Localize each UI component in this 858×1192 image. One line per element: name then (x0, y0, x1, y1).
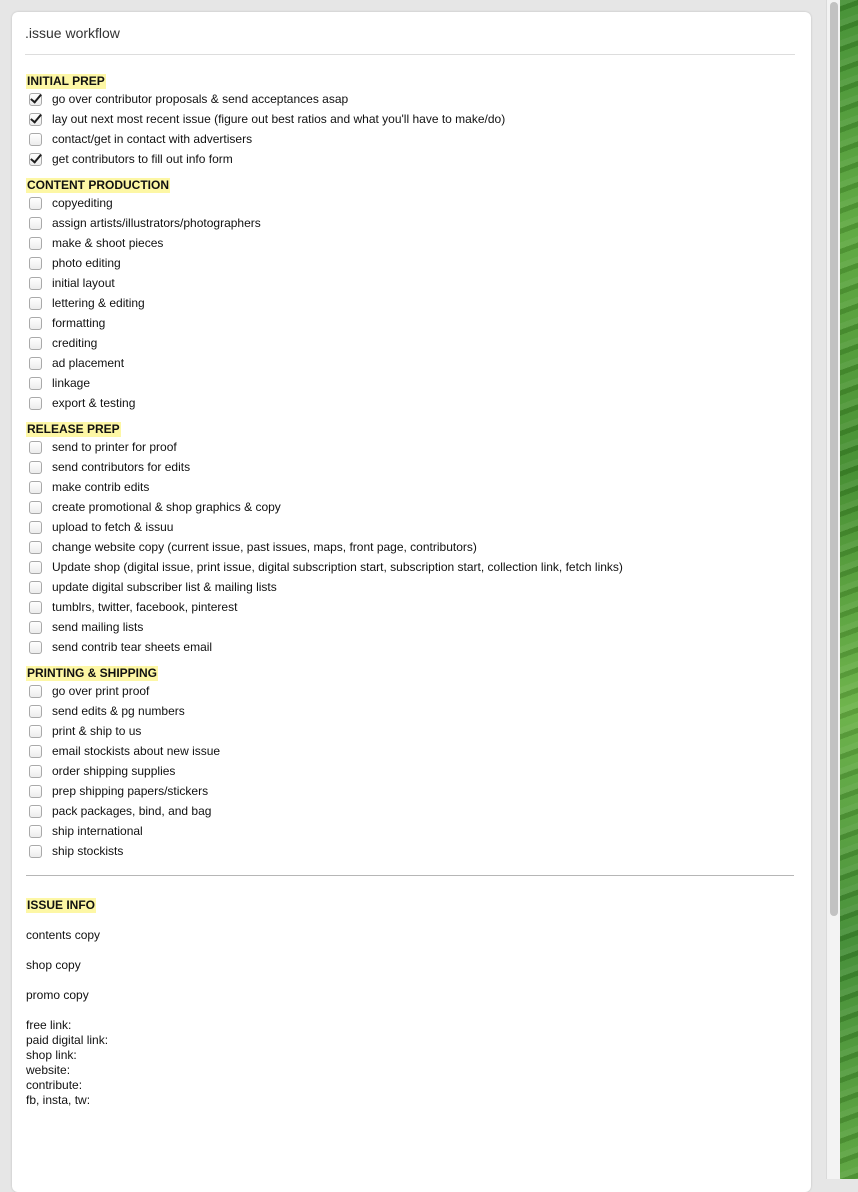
scrollbar[interactable] (826, 0, 840, 1179)
checklist-item (26, 353, 796, 373)
checklist-item (26, 253, 796, 273)
checklist-item-label: go over print proof (52, 684, 150, 698)
checkbox-unchecked[interactable] (29, 501, 42, 514)
checklist-item-label: create promotional & shop graphics & copy (52, 500, 281, 514)
checklist-item-label: email stockists about new issue (52, 744, 221, 758)
checklist-item (26, 393, 796, 413)
checkbox-unchecked[interactable] (29, 705, 42, 718)
checklist-section (26, 74, 796, 169)
checklist-sections (26, 74, 796, 861)
checklist-item-label: send to printer for proof (52, 440, 177, 454)
checklist-item (26, 577, 796, 597)
checklist-item-label: initial layout (52, 276, 115, 290)
checkbox-unchecked[interactable] (29, 397, 42, 410)
checklist-item-label: make contrib edits (52, 480, 150, 494)
checklist-item-label: prep shipping papers/stickers (52, 784, 209, 798)
checkbox-unchecked[interactable] (29, 725, 42, 738)
checklist-item-label: change website copy (current issue, past issues, maps, front page, contributors) (52, 540, 477, 554)
checklist-item-label: ship stockists (52, 844, 124, 858)
section-heading: INITIAL PREP (27, 74, 105, 88)
checklist-item (26, 721, 796, 741)
checklist-item (26, 333, 796, 353)
checklist-item-label: lettering & editing (52, 296, 145, 310)
checklist-item (26, 497, 796, 517)
link-line: contribute: (26, 1078, 83, 1092)
note-body[interactable] (26, 74, 796, 1108)
checklist-item (26, 313, 796, 333)
checklist-item-label: tumblrs, twitter, facebook, pinterest (52, 600, 238, 614)
checklist-section (26, 178, 796, 413)
checklist-item (26, 89, 796, 109)
checkbox-unchecked[interactable] (29, 257, 42, 270)
checkbox-unchecked[interactable] (29, 825, 42, 838)
checklist-item-label: send contributors for edits (52, 460, 191, 474)
checkbox-unchecked[interactable] (29, 765, 42, 778)
checkbox-unchecked[interactable] (29, 845, 42, 858)
section-heading: RELEASE PREP (27, 422, 120, 436)
checklist-item (26, 841, 796, 861)
checklist-item-label: get contributors to fill out info form (52, 152, 233, 166)
checklist-item (26, 701, 796, 721)
checklist-item (26, 801, 796, 821)
checkbox-unchecked[interactable] (29, 621, 42, 634)
link-list (26, 1018, 796, 1108)
background-photo (840, 0, 858, 1179)
checklist-item (26, 637, 796, 657)
checkbox-unchecked[interactable] (29, 357, 42, 370)
section-heading: PRINTING & SHIPPING (27, 666, 158, 680)
checklist-section (26, 666, 796, 861)
checklist-item (26, 109, 796, 129)
checklist-item (26, 761, 796, 781)
checklist-section (26, 422, 796, 657)
contents-copy-text: contents copy (26, 928, 101, 942)
checkbox-unchecked[interactable] (29, 641, 42, 654)
checklist-item-label: Update shop (digital issue, print issue, digital subscription start, subscription start, collection link, fetch links) (52, 560, 623, 574)
note-title[interactable]: .issue workflow (25, 25, 120, 41)
checkbox-unchecked[interactable] (29, 337, 42, 350)
checkbox-unchecked[interactable] (29, 785, 42, 798)
checkbox-unchecked[interactable] (29, 277, 42, 290)
horizontal-rule (26, 875, 794, 876)
shop-copy-text: shop copy (26, 958, 81, 972)
checkbox-unchecked[interactable] (29, 601, 42, 614)
checklist-item (26, 477, 796, 497)
checklist-item-label: make & shoot pieces (52, 236, 164, 250)
checklist-item-label: crediting (52, 336, 98, 350)
checklist-item-label: photo editing (52, 256, 121, 270)
issue-info (26, 898, 796, 1108)
checklist-item-label: order shipping supplies (52, 764, 176, 778)
checkbox-checked[interactable] (29, 93, 42, 106)
checklist-item (26, 273, 796, 293)
checkbox-unchecked[interactable] (29, 197, 42, 210)
checklist-item (26, 373, 796, 393)
checkbox-unchecked[interactable] (29, 441, 42, 454)
checklist-item-label: contact/get in contact with advertisers (52, 132, 253, 146)
checklist-item-label: go over contributor proposals & send acceptances asap (52, 92, 349, 106)
checkbox-unchecked[interactable] (29, 805, 42, 818)
checklist-item (26, 213, 796, 233)
checkbox-unchecked[interactable] (29, 581, 42, 594)
checklist-item (26, 557, 796, 577)
checklist-item-label: ship international (52, 824, 143, 838)
checkbox-checked[interactable] (29, 153, 42, 166)
checklist-item (26, 129, 796, 149)
checklist-item-label: assign artists/illustrators/photographers (52, 216, 261, 230)
checkbox-unchecked[interactable] (29, 521, 42, 534)
scrollbar-thumb[interactable] (830, 2, 838, 916)
section-heading: CONTENT PRODUCTION (27, 178, 169, 192)
checkbox-unchecked[interactable] (29, 377, 42, 390)
checklist-item-label: formatting (52, 316, 106, 330)
checkbox-unchecked[interactable] (29, 461, 42, 474)
checklist-item (26, 537, 796, 557)
checklist-item-label: send contrib tear sheets email (52, 640, 213, 654)
checklist-item-label: ad placement (52, 356, 125, 370)
checklist-item (26, 617, 796, 637)
link-line: website: (26, 1063, 71, 1077)
checkbox-unchecked[interactable] (29, 561, 42, 574)
section-heading-issue-info: ISSUE INFO (27, 898, 96, 912)
checklist-item-label: lay out next most recent issue (figure out best ratios and what you'll have to make/do) (52, 112, 506, 126)
checkbox-unchecked[interactable] (29, 481, 42, 494)
checklist-item (26, 457, 796, 477)
checklist-item-label: update digital subscriber list & mailing lists (52, 580, 277, 594)
checklist-item (26, 293, 796, 313)
checklist-item (26, 781, 796, 801)
checklist-item-label: export & testing (52, 396, 136, 410)
checklist-item-label: linkage (52, 376, 91, 390)
checkbox-unchecked[interactable] (29, 541, 42, 554)
checklist-item (26, 233, 796, 253)
checklist-item (26, 193, 796, 213)
checkbox-unchecked[interactable] (29, 237, 42, 250)
checklist-item (26, 741, 796, 761)
promo-copy-text: promo copy (26, 988, 89, 1002)
link-line: paid digital link: (26, 1033, 109, 1047)
checklist-item-label: send edits & pg numbers (52, 704, 185, 718)
checklist-item-label: upload to fetch & issuu (52, 520, 174, 534)
checklist-item (26, 681, 796, 701)
checklist-item-label: print & ship to us (52, 724, 142, 738)
checklist-item-label: copyediting (52, 196, 113, 210)
checklist-item (26, 149, 796, 169)
link-line: free link: (26, 1018, 72, 1032)
checkbox-unchecked[interactable] (29, 685, 42, 698)
checkbox-unchecked[interactable] (29, 745, 42, 758)
checkbox-unchecked[interactable] (29, 217, 42, 230)
checklist-item (26, 437, 796, 457)
checkbox-unchecked[interactable] (29, 133, 42, 146)
checklist-item (26, 517, 796, 537)
link-line: shop link: (26, 1048, 77, 1062)
checkbox-checked[interactable] (29, 113, 42, 126)
title-divider (25, 54, 795, 55)
checklist-item (26, 597, 796, 617)
checkbox-unchecked[interactable] (29, 297, 42, 310)
checklist-item (26, 821, 796, 841)
checklist-item-label: pack packages, bind, and bag (52, 804, 212, 818)
link-line: fb, insta, tw: (26, 1093, 91, 1107)
note-card (12, 12, 811, 1192)
checkbox-unchecked[interactable] (29, 317, 42, 330)
checklist-item-label: send mailing lists (52, 620, 144, 634)
